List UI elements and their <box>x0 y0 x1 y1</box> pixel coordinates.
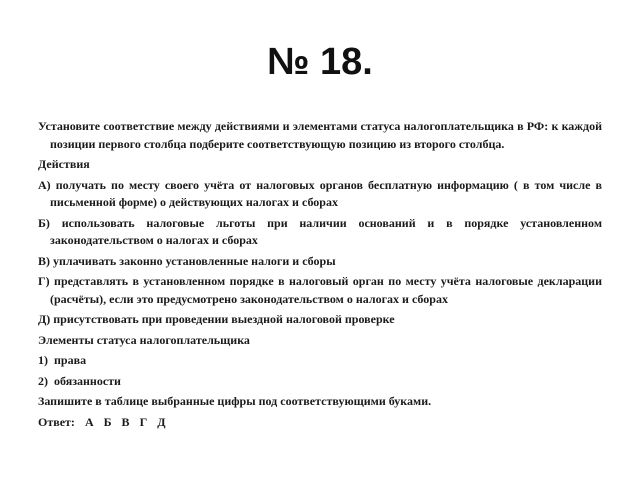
action-item-g: Г) представлять в установленном порядке в налоговый орган по месту учёта налоговые декларации (расчёты), если это предусмотрено законодательством о налогах и сборах <box>38 274 602 306</box>
instruction-text: Запишите в таблице выбранные цифры под соответствующими буками. <box>38 394 432 408</box>
answer-letter-v: В <box>121 414 130 429</box>
actions-heading: Действия <box>38 157 90 171</box>
answer-letter-b: Б <box>103 414 112 429</box>
answer-letter-g: Г <box>139 414 148 429</box>
action-item-b: Б) использовать налоговые льготы при наличии оснований и в порядке установленном законодательством о налогах и сборах <box>38 215 602 247</box>
element-item-duties: 2) обязанности <box>38 373 121 388</box>
answer-label: Ответ: <box>38 414 75 429</box>
slide-title: № 18. <box>267 41 373 83</box>
answer-letter-d: Д <box>157 414 166 429</box>
action-item-v: В) уплачивать законно установленные налоги и сборы <box>38 253 336 268</box>
element-item-rights: 1) права <box>38 353 87 367</box>
task-content <box>38 118 602 434</box>
elements-heading: Элементы статуса налогоплательщика <box>38 332 250 347</box>
action-item-d: Д) присутствовать при проведении выездной налоговой проверке <box>38 312 395 326</box>
answer-letter-a: А <box>84 414 94 429</box>
answer-row <box>38 414 602 432</box>
task-text: Установите соответствие между действиями и элементами статуса налогоплательщика в РФ: к каждой позиции первого столбца подберите соответствующую позицию из второго столбца. <box>38 119 602 151</box>
action-item-a: А) получать по месту своего учёта от налоговых органов бесплатную информацию ( в том числе в письменной форме) о действующих налогах и сборах <box>38 177 602 209</box>
